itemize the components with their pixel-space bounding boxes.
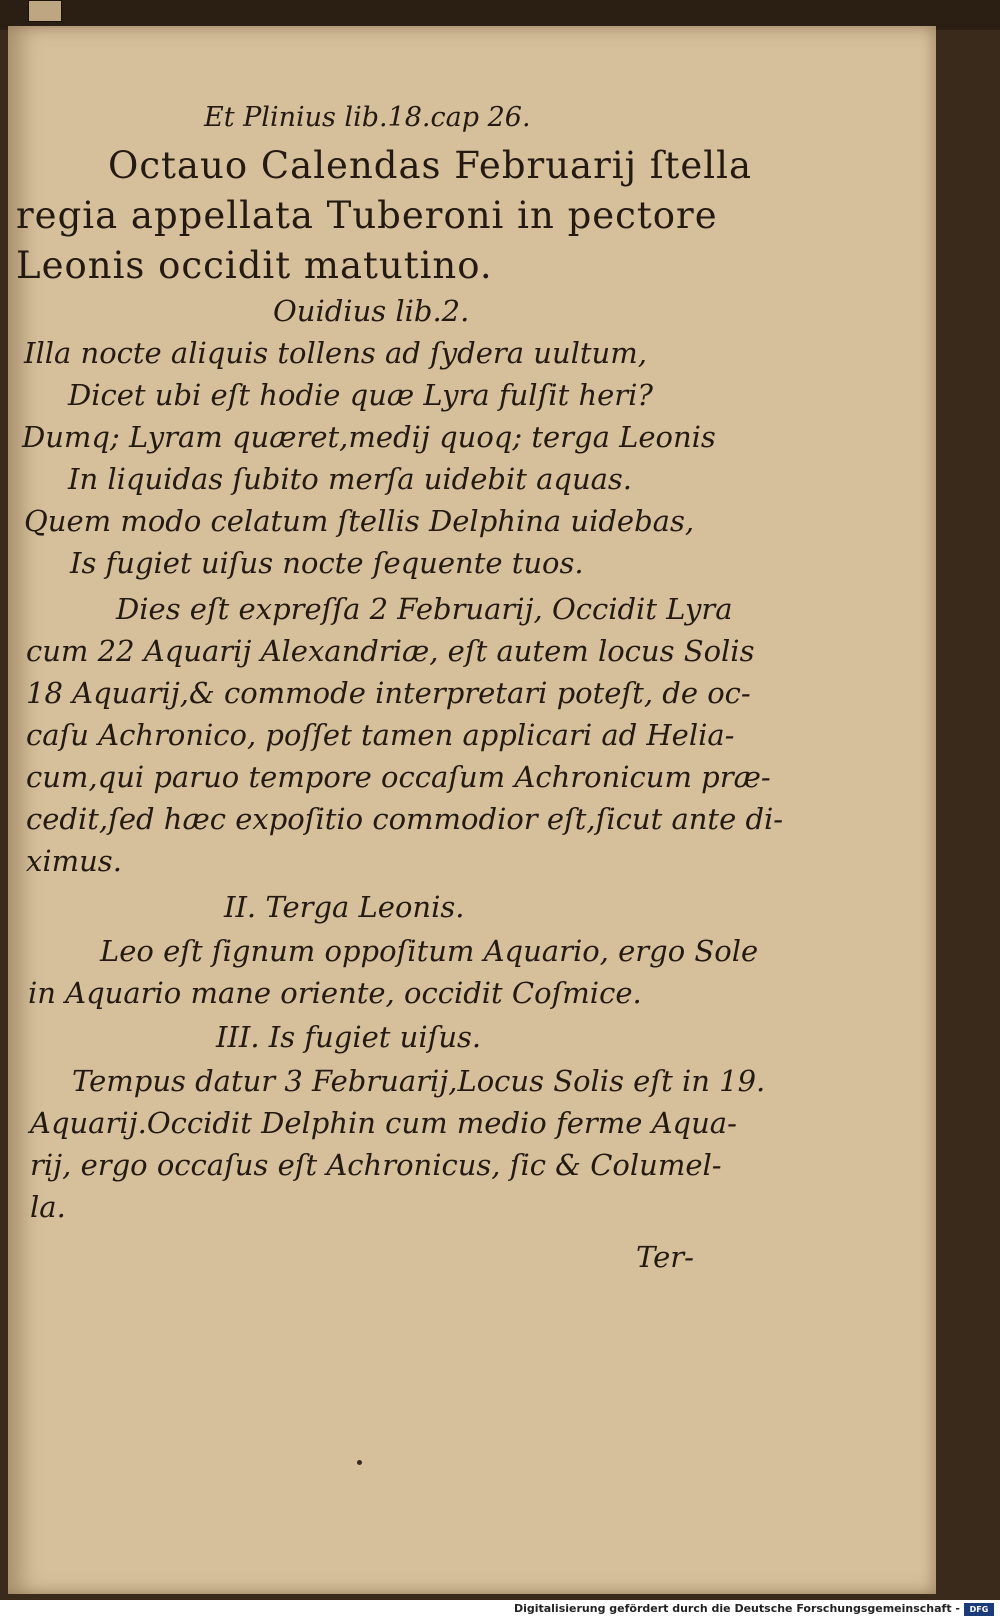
text-line: regia appellata Tuberoni in pectore — [16, 194, 718, 237]
section-heading: Ouidius lib.2. — [273, 294, 470, 328]
text-line: cum 22 Aquarij Alexandriæ, eſt autem locus Solis — [26, 634, 755, 668]
bookmark-tab — [28, 0, 62, 22]
verse-line: Illa nocte aliquis tollens ad ſydera uultum, — [24, 336, 647, 370]
text-line: cedit,ſed hæc expoſitio commodior eſt,ſicut ante di- — [26, 802, 784, 836]
footer — [0, 1600, 1000, 1620]
footer-credit: Digitalisierung gefördert durch die Deutsche Forschungsgemeinschaft - — [513, 1602, 960, 1615]
book-page — [8, 26, 936, 1594]
text-line: Tempus datur 3 Februarij,Locus Solis eſt in 19. — [72, 1064, 766, 1098]
section-heading: II. Terga Leonis. — [224, 890, 465, 924]
section-heading: III. Is fugiet uiſus. — [216, 1020, 482, 1054]
text-line: ximus. — [26, 844, 122, 878]
verse-line: Dumq; Lyram quæret,medij quoq; terga Leonis — [22, 420, 716, 454]
text-line: 18 Aquarij,& commode interpretari poteſt, de oc- — [26, 676, 751, 710]
text-line: la. — [30, 1190, 66, 1224]
catchword: Ter- — [636, 1240, 694, 1274]
verse-line: In liquidas ſubito merſa uidebit aquas. — [68, 462, 633, 496]
text-line: in Aquario mane oriente, occidit Coſmice. — [28, 976, 642, 1010]
ink-speck — [357, 1460, 362, 1465]
verse-line: Dicet ubi eſt hodie quæ Lyra fulſit heri? — [68, 378, 653, 412]
running-head: Et Plinius lib.18.cap 26. — [204, 102, 531, 133]
text-line: Octauo Calendas Februarij ſtella — [108, 144, 753, 187]
text-line: caſu Achronico, poſſet tamen applicari ad Helia- — [26, 718, 735, 752]
text-line: Leo eſt ſignum oppoſitum Aquario, ergo Sole — [100, 934, 759, 968]
text-line: Leonis occidit matutino. — [16, 244, 493, 287]
text-line: Aquarij.Occidit Delphin cum medio ferme Aqua- — [30, 1106, 737, 1140]
verse-line: Is fugiet uiſus nocte ſequente tuos. — [70, 546, 584, 580]
text-line: Dies eſt expreſſa 2 Februarij, Occidit Lyra — [116, 592, 733, 626]
verse-line: Quem modo celatum ſtellis Delphina uidebas, — [24, 504, 695, 538]
text-line: rij, ergo occaſus eſt Achronicus, ſic & Columel- — [30, 1148, 722, 1182]
text-line: cum,qui paruo tempore occaſum Achronicum præ- — [26, 760, 771, 794]
dfg-logo: DFG — [964, 1603, 994, 1616]
